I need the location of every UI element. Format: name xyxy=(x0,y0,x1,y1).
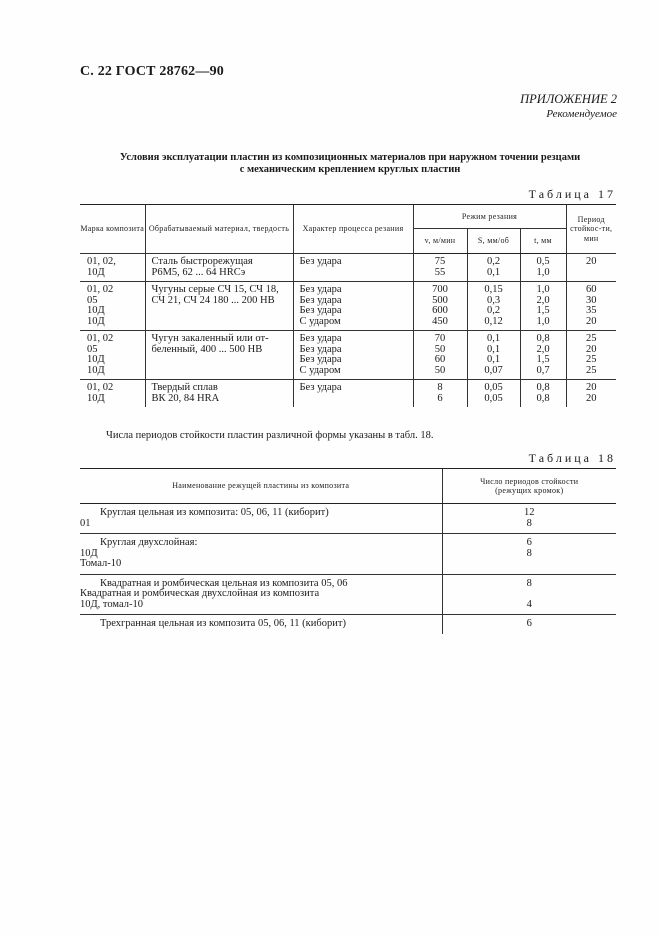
depth-cell-line: 0,8 xyxy=(536,382,550,393)
period-cell-line: 60 xyxy=(586,284,597,295)
plate-name-cell-line: Круглая цельная из композита: 05, 06, 11 (киборит) xyxy=(100,507,329,518)
speed-cell-line: 75 xyxy=(434,256,446,267)
process-cell-line: Без удара xyxy=(299,354,342,365)
plate-name-cell-line: 10Д xyxy=(80,547,98,559)
grade-cell-line: 10Д xyxy=(87,364,105,376)
table-17 xyxy=(80,204,616,407)
depth-cell xyxy=(520,254,566,282)
depth-cell-line: 1,5 xyxy=(536,354,550,365)
header-period: Период стойкос-ти, мин xyxy=(566,205,616,254)
speed-cell-line: 700 xyxy=(432,284,448,295)
periods-count-cell xyxy=(442,574,616,615)
periods-count-cell-line: 6 xyxy=(526,618,532,629)
process-cell-line: Без удара xyxy=(299,284,342,295)
material-cell-line: Сталь быстрорежущая xyxy=(151,256,253,267)
periods-count-cell xyxy=(442,615,616,634)
period-cell-line: 25 xyxy=(586,333,597,344)
depth-cell-line: 1,0 xyxy=(536,284,550,295)
material-cell-line: Чугуны серые СЧ 15, СЧ 18, xyxy=(151,284,279,295)
grade-cell xyxy=(80,380,145,408)
periods-count-cell xyxy=(442,534,616,575)
grade-cell-line: 10Д xyxy=(87,266,105,278)
period-cell-line: 25 xyxy=(586,364,597,376)
grade-cell-line: 10Д xyxy=(87,305,105,316)
plate-name-cell xyxy=(80,615,442,634)
table-row xyxy=(80,574,616,615)
process-cell xyxy=(293,254,413,282)
material-cell-line: СЧ 21, СЧ 24 180 ... 200 НВ xyxy=(151,294,275,306)
speed-cell xyxy=(413,254,467,282)
feed-cell-line: 0,2 xyxy=(486,256,501,267)
feed-cell-line: 0,3 xyxy=(486,294,501,306)
table-18-body xyxy=(80,504,616,634)
title-line-2: с механическим креплением круглых пластин xyxy=(239,164,461,175)
periods-count-cell-line: 12 xyxy=(524,507,535,518)
title-line-1: Условия эксплуатации пластин из композиционных материалов при наружном точении резцами xyxy=(119,152,581,163)
feed-cell-line: 0,1 xyxy=(486,333,501,344)
material-cell xyxy=(145,331,293,380)
feed-cell-line: 0,2 xyxy=(486,305,501,316)
material-cell xyxy=(145,380,293,408)
speed-cell-line: 500 xyxy=(432,294,448,306)
plate-name-cell xyxy=(80,574,442,615)
speed-cell-line: 55 xyxy=(434,266,446,278)
plate-name-cell xyxy=(80,504,442,534)
plate-name-cell-line: Квадратная и ромбическая цельная из композита 05, 06 xyxy=(100,577,348,589)
depth-cell-line: 1,0 xyxy=(536,315,550,327)
period-cell-line: 35 xyxy=(586,305,597,316)
speed-cell-line: 50 xyxy=(434,343,446,355)
table-row xyxy=(80,615,616,634)
periods-count-cell-line: 8 xyxy=(526,547,532,559)
appendix-title: ПРИЛОЖЕНИЕ 2 xyxy=(520,92,617,106)
feed-cell xyxy=(467,380,520,408)
depth-cell-line: 0,8 xyxy=(536,392,550,404)
appendix-block xyxy=(520,92,617,120)
speed-cell-line: 50 xyxy=(434,364,446,376)
feed-cell-line: 0,1 xyxy=(486,354,501,365)
period-cell xyxy=(566,380,616,408)
plate-name-cell-line: 01 xyxy=(80,517,91,529)
grade-cell xyxy=(80,331,145,380)
process-cell-line: С ударом xyxy=(299,364,341,376)
table-row xyxy=(80,504,616,534)
header-process: Характер процесса резания xyxy=(293,205,413,254)
table-17-body xyxy=(80,254,616,408)
header-cutting-mode: Режим резания xyxy=(413,205,566,229)
material-cell-line: ВК 20, 84 HRA xyxy=(151,392,220,404)
feed-cell-line: 0,07 xyxy=(484,364,503,376)
table-17-label: Таблица 17 xyxy=(528,187,616,201)
plate-name-cell-line: 10Д, томал-10 xyxy=(80,598,143,610)
speed-cell-line: 8 xyxy=(437,382,443,393)
grade-cell-line: 01, 02 xyxy=(87,284,114,295)
header-v: v, м/мин xyxy=(413,229,467,254)
process-cell-line: С ударом xyxy=(299,315,341,327)
depth-cell-line: 2,0 xyxy=(536,343,550,355)
plate-name-cell-line: Томал-10 xyxy=(80,558,122,569)
material-cell-line: беленный, 400 ... 500 НВ xyxy=(151,343,263,355)
periods-count-cell-line: 4 xyxy=(526,598,532,610)
header-plate-name: Наименование режущей пластины из композита xyxy=(80,469,442,504)
grade-cell-line: 01, 02 xyxy=(87,382,114,393)
process-cell-line: Без удара xyxy=(299,382,342,393)
process-cell-line: Без удара xyxy=(299,333,342,344)
period-cell-line: 20 xyxy=(586,256,597,267)
periods-count-cell-line xyxy=(443,589,617,600)
depth-cell-line: 0,5 xyxy=(536,256,550,267)
period-cell-line: 25 xyxy=(586,354,597,365)
material-cell xyxy=(145,254,293,282)
process-cell xyxy=(293,331,413,380)
periods-count-cell-line: 6 xyxy=(526,537,532,548)
period-cell-line: 30 xyxy=(586,294,597,306)
grade-cell-line: 01, 02 xyxy=(87,333,114,344)
speed-cell-line: 6 xyxy=(437,392,443,404)
period-cell xyxy=(566,254,616,282)
speed-cell xyxy=(413,282,467,331)
header-grade: Марка композита xyxy=(80,205,145,254)
process-cell xyxy=(293,282,413,331)
periods-count-cell xyxy=(442,504,616,534)
period-cell-line: 20 xyxy=(586,343,597,355)
material-cell-line: Твердый сплав xyxy=(151,382,218,393)
periods-count-cell-line: 8 xyxy=(526,517,532,529)
periods-count-cell-line xyxy=(443,559,617,570)
feed-cell-line: 0,05 xyxy=(484,382,503,393)
table-18-label: Таблица 18 xyxy=(528,451,616,465)
grade-cell xyxy=(80,254,145,282)
table-row xyxy=(80,282,616,331)
table-row xyxy=(80,254,616,282)
plate-name-cell-line: Круглая двухслойная: xyxy=(100,537,198,548)
plate-name-cell xyxy=(80,534,442,575)
header-periods-count: Число периодов стойкости (режущих кромок) xyxy=(442,469,616,504)
process-cell-line: Без удара xyxy=(299,294,342,306)
feed-cell-line: 0,1 xyxy=(486,343,501,355)
table-row xyxy=(80,534,616,575)
plate-name-cell-line: Квадратная и ромбическая двухслойная из композита xyxy=(80,588,320,599)
depth-cell xyxy=(520,282,566,331)
table-note: Числа периодов стойкости пластин различной формы указаны в табл. 18. xyxy=(106,430,434,441)
speed-cell-line: 70 xyxy=(434,333,446,344)
grade-cell-line: 05 xyxy=(87,294,98,306)
speed-cell xyxy=(413,380,467,408)
speed-cell-line: 600 xyxy=(432,305,448,316)
depth-cell-line: 1,5 xyxy=(536,305,550,316)
period-cell-line: 20 xyxy=(586,392,597,404)
process-cell-line: Без удара xyxy=(299,256,342,267)
table-18 xyxy=(80,468,616,634)
feed-cell xyxy=(467,282,520,331)
appendix-subtitle: Рекомендуемое xyxy=(546,108,617,120)
grade-cell-line: 10Д xyxy=(87,354,105,365)
speed-cell-line: 60 xyxy=(434,354,446,365)
grade-cell-line: 05 xyxy=(87,343,98,355)
periods-count-cell-line: 8 xyxy=(526,577,532,589)
document-title xyxy=(70,152,630,176)
header-t: t, мм xyxy=(520,229,566,254)
grade-cell-line: 01, 02, xyxy=(87,256,116,267)
feed-cell xyxy=(467,331,520,380)
table-row xyxy=(80,331,616,380)
depth-cell-line: 0,8 xyxy=(536,333,550,344)
header-material: Обрабатываемый материал, твердость xyxy=(145,205,293,254)
table-row xyxy=(80,380,616,408)
period-cell xyxy=(566,282,616,331)
depth-cell-line: 0,7 xyxy=(536,364,550,376)
feed-cell-line: 0,1 xyxy=(486,266,501,278)
process-cell-line: Без удара xyxy=(299,343,342,355)
feed-cell-line: 0,12 xyxy=(484,315,503,327)
feed-cell-line: 0,15 xyxy=(484,284,503,295)
period-cell xyxy=(566,331,616,380)
period-cell-line: 20 xyxy=(586,315,597,327)
material-cell-line: Чугун закаленный или от- xyxy=(151,333,269,344)
material-cell-line: Р6М5, 62 ... 64 HRCэ xyxy=(151,266,246,278)
feed-cell xyxy=(467,254,520,282)
depth-cell xyxy=(520,331,566,380)
grade-cell-line: 10Д xyxy=(87,392,105,404)
header-s: S, мм/об xyxy=(467,229,520,254)
speed-cell-line: 450 xyxy=(432,315,448,327)
depth-cell xyxy=(520,380,566,408)
page-header: С. 22 ГОСТ 28762—90 xyxy=(80,64,224,79)
speed-cell xyxy=(413,331,467,380)
period-cell-line: 20 xyxy=(586,382,597,393)
grade-cell xyxy=(80,282,145,331)
grade-cell-line: 10Д xyxy=(87,315,105,327)
depth-cell-line: 2,0 xyxy=(536,294,550,306)
plate-name-cell-line: Трехгранная цельная из композита 05, 06, 11 (киборит) xyxy=(100,618,346,629)
material-cell xyxy=(145,282,293,331)
depth-cell-line: 1,0 xyxy=(536,266,550,278)
process-cell xyxy=(293,380,413,408)
feed-cell-line: 0,05 xyxy=(484,392,503,404)
process-cell-line: Без удара xyxy=(299,305,342,316)
